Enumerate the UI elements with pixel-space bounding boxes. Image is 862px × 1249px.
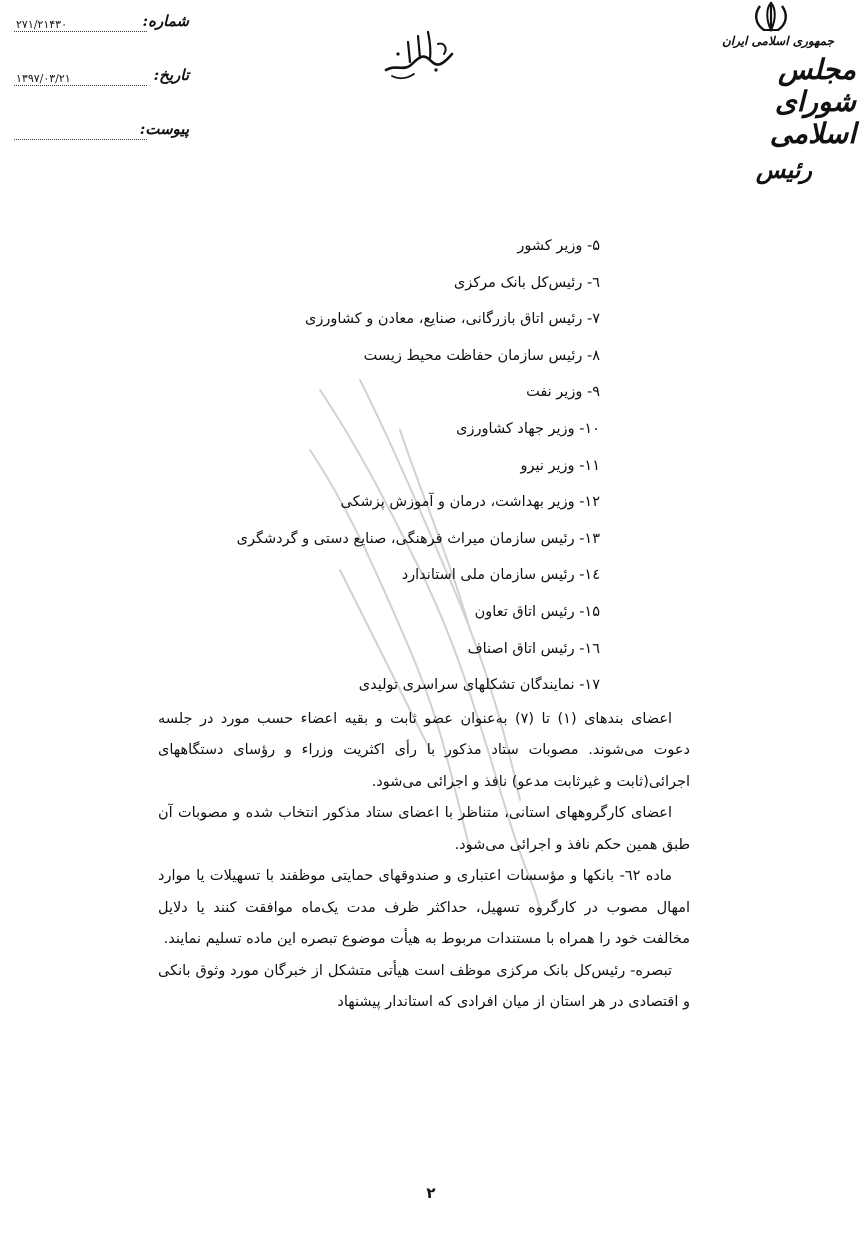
organization-header [695,0,860,200]
number-field [14,12,189,36]
number-value: ۲۷۱/۲۱۴۳۰ [16,18,67,31]
organization-role: رئیس [755,155,812,184]
attachment-label: پیوست: [139,120,189,138]
list-item: ٦- رئیس‌کل بانک مرکزی [453,274,600,291]
list-item: ۵- وزیر کشور [517,238,600,254]
list-item: ۷- رئیس اتاق بازرگانی، صنایع، معادن و کشاورزی [305,311,600,328]
list-item: ۱۲- وزیر بهداشت، درمان و آموزش پزشکی [340,494,600,511]
number-dotted-line [14,31,147,32]
organization-subtitle: جمهوری اسلامی ایران [721,34,834,48]
iran-emblem-icon [751,0,791,34]
date-dotted-line [14,85,147,86]
date-field [14,66,189,90]
attachment-field [14,120,189,144]
paragraph-note: تبصره- رئیس‌کل بانک مرکزی موظف است هیأتی متشکل از خبرگان مورد وثوق بانکی و اقتصادی در هر استان از میان افرادی که استاندار پیشنهاد [158,962,690,1011]
members-list [158,228,690,704]
organization-name: مجلس شورای اسلامی [769,53,856,151]
paragraph-members-invitation: اعضای بندهای (۱) تا (۷) به‌عنوان عضو ثابت و بقیه اعضاء حسب مورد در جلسه دعوت می‌شوند. مصوبات ستاد مذکور با رأی اکثریت وزراء و رؤسای دستگاههای اجرائی(ثابت و غیرثابت مدعو) نافذ و اجرائی می‌شود. [158,710,690,790]
paragraph-provincial-groups: اعضای کارگروههای استانی، متناظر با اعضای ستاد مذکور انتخاب شده و مصوبات آن طبق همین حکم نافذ و اجرائی می‌شود. [158,805,690,853]
list-item: ۸- رئیس سازمان حفاظت محیط زیست [363,347,600,364]
attachment-dotted-line [14,139,147,140]
list-item: ۱۰- وزیر جهاد کشاورزی [456,420,600,437]
motto-calligraphy [378,24,460,84]
list-item: ۱۳- رئیس سازمان میراث فرهنگی، صنایع دستی و گردشگری [236,530,600,547]
list-item: ١٤- رئیس سازمان ملی استاندارد [401,567,600,584]
list-item: ١٦- رئیس اتاق اصناف [467,640,600,657]
letter-body [158,228,690,1019]
list-item: ۱۵- رئیس اتاق تعاون [474,603,600,620]
list-item: ۹- وزیر نفت [526,384,600,401]
page-number: ۲ [426,1184,436,1202]
list-item: ۱۷- نمایندگان تشکلهای سراسری تولیدی [358,677,600,694]
number-label: شماره: [142,12,189,30]
paragraph-article-62: ماده ٦٢- بانکها و مؤسسات اعتباری و صندوقهای حمایتی موظفند با تسهیلات یا موارد امهال مصوب در کارگروه تسهیل، حداکثر ظرف مدت یک‌ماه موافقت کنند یا دلایل مخالفت خود را همراه با مستندات مربوط به هیأت موضوع تبصره این ماده تسلیم نمایند. [158,868,690,948]
date-value: ۱۳۹۷/۰۳/۲۱ [16,72,71,85]
list-item: ۱۱- وزیر نیرو [520,457,600,474]
date-label: تاریخ: [153,66,189,84]
